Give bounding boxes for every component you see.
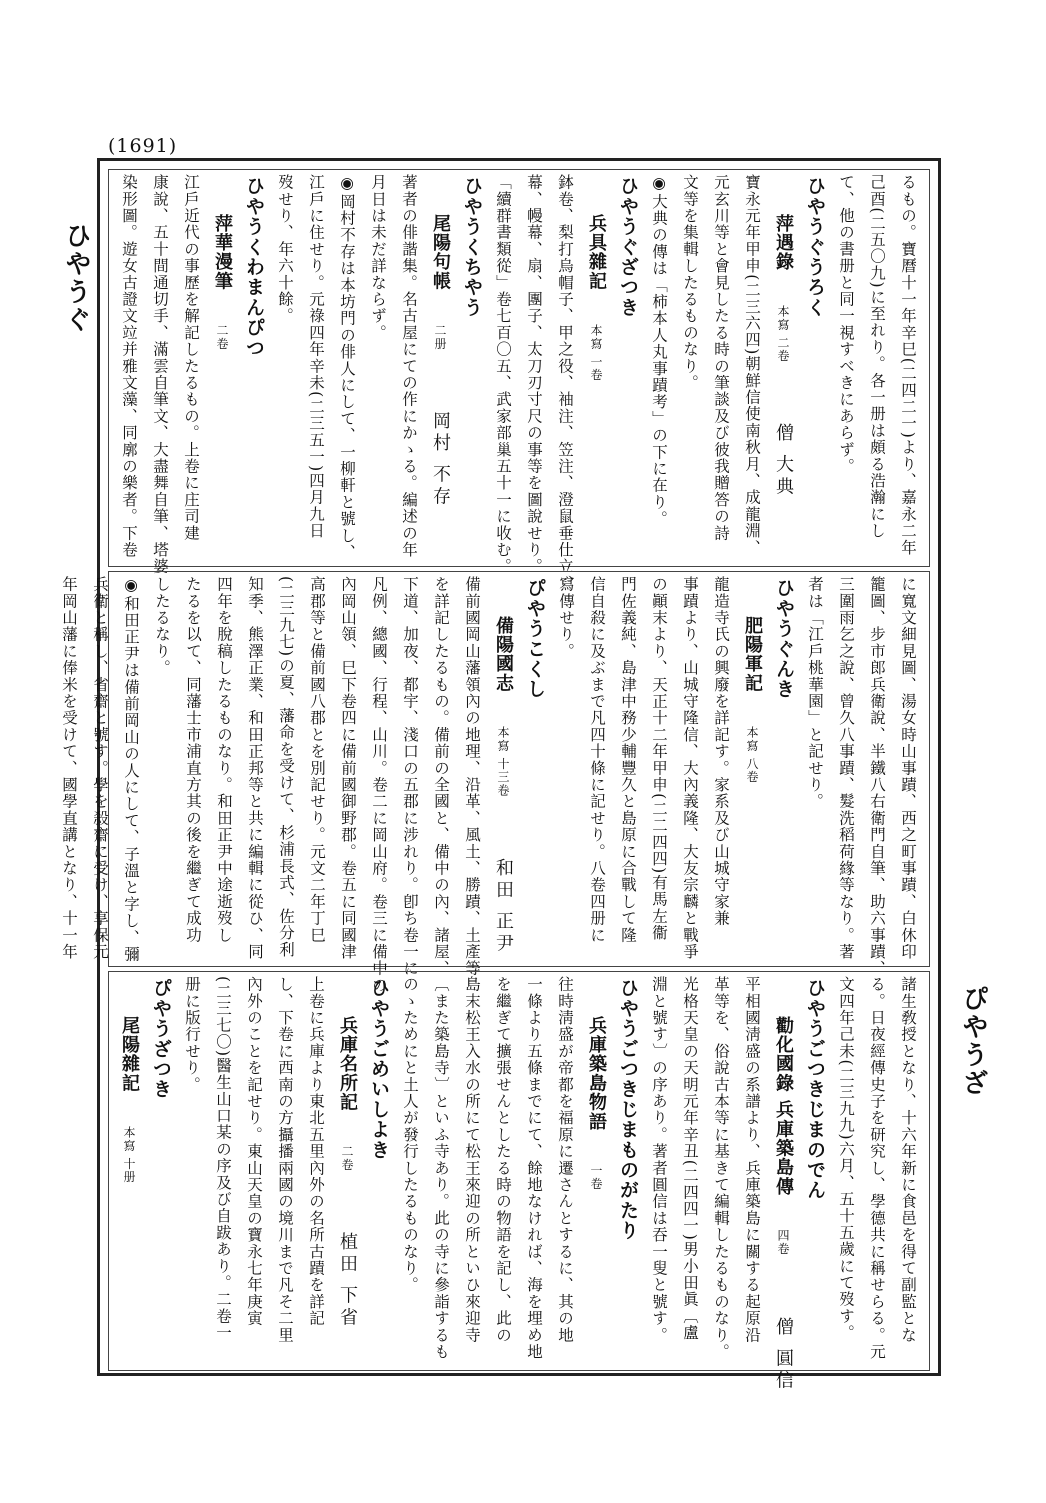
entry-heading: ひやうぐんき — [773, 577, 795, 700]
entry-body-line: 寶永元年甲申(二三六四)朝鮮信使南秋月、成龍淵、 — [743, 174, 761, 556]
entry-body-line: 年岡山藩に俸米を受けて、國學直講となり、十一年 — [60, 576, 78, 961]
side-header-top: ひやうぐ — [61, 222, 91, 334]
continuation-line: るもの。寶曆十一年辛巳(二四二一)より、嘉永二年 — [899, 174, 917, 556]
band-2-columns — [60, 576, 923, 994]
entry-title: 勸化國錄 兵庫築島傳 — [773, 1015, 794, 1196]
continuation-line: て、他の書册と同一視すべきにあらず。 — [837, 174, 855, 475]
entry-body-line: 染形圖。遊女古證文竝并雅文藻、同廓の樂者。下卷 — [120, 174, 138, 559]
entry-title: 萍遇錄 — [773, 213, 794, 272]
entry-body-line: したるなり。 — [153, 576, 171, 677]
entry-title-line — [424, 174, 456, 562]
entry-body-line: 〔また築島寺〕といふ寺あり。此の寺に參詣するも — [432, 976, 450, 1361]
entry-body-line: 上卷に兵庫より東北五里內外の名所古蹟を詳記 — [307, 976, 325, 1327]
entry-body-line: 凡例、總國、行程、山川。卷二に岡山府。卷三に備中の — [370, 576, 388, 994]
entry-body-line: (二三九七)の夏、藩命を受けて、杉浦長式、佐分利 — [277, 576, 295, 958]
entry-title-line — [767, 976, 799, 1393]
entry-body-line: の顚末より、天正十二年甲申(二二四四)有馬左衞 — [650, 576, 668, 942]
entry-volume: 二册 — [433, 323, 447, 351]
entry-body-line: 江戶に住せり。元祿四年辛未(二三五一)四月九日 — [307, 174, 325, 540]
text-band-2 — [60, 571, 930, 994]
entry-body-line: 知季、熊澤正業、和田正邦等と共に編輯に從ひ、同 — [246, 576, 264, 961]
entry-title: 萍華漫筆 — [212, 213, 233, 291]
entry-body-line: 元玄川等と會見したる時の筆談及び彼我贈答の詩 — [712, 174, 730, 542]
entry-body-line: 歿せり、年六十餘。 — [276, 174, 294, 325]
entry-body-line: 康說、五十間通切手、滿雲自筆文、大盡舞自筆、塔婆 — [151, 174, 169, 575]
entry-body-line: 兵衛と稱し、省齋と號す。學を殺齋に受け、享保元 — [91, 576, 109, 961]
entry-title-line — [113, 976, 145, 1366]
entry-title: 尾陽雜記 — [119, 1015, 140, 1093]
entry-body-line: たるを以て、同藩士市浦直方其の後を繼ぎて成功 — [184, 576, 202, 944]
entry-title: 尾陽句帳 — [430, 213, 451, 291]
entry-title: 兵庫名所記 — [337, 1015, 358, 1112]
entry-body-line: 信自殺に及ぶまで凡四十條に記せり。八卷四册に — [588, 576, 606, 944]
entry-title-line — [580, 976, 612, 1366]
entry-body-line: のゝためにと土人が發行したるものなり。 — [401, 976, 419, 1294]
continuation-line: る。日夜經傳史子を研究し、學德共に稱せらる。元 — [868, 976, 886, 1361]
entry-title-line — [580, 174, 612, 562]
entry-heading: ひやうごつきじまものがたり — [617, 977, 639, 1241]
entry-heading: ひやうぐざつき — [617, 175, 639, 318]
entry-body-line: ◉岡村不存は本坊門の俳人にして、一柳軒と號し、 — [338, 174, 356, 561]
entry-body-line: 光格天皇の天明元年辛丑(二四四一)男小田眞〔盧 — [681, 976, 699, 1342]
entry-title-line — [736, 576, 768, 962]
continuation-line: 者は「江戶桃華園」と記せり。 — [806, 576, 824, 810]
entry-volume: 本寫 八卷 — [745, 725, 759, 784]
entry-body-line: 島末松王入水の所にて松王來迎の所といひ來迎寺 — [463, 976, 481, 1344]
entry-volume: 二卷 — [215, 323, 229, 351]
entry-volume: 二卷 — [340, 1144, 354, 1172]
entry-body-line: 月日は未だ詳ならず。 — [369, 174, 387, 341]
entry-heading: ひやうぐうろく — [804, 175, 826, 318]
entry-body-line: 下道、加夜、都宇、淺口の五郡に涉れり。卽ち卷一に — [401, 576, 419, 977]
entry-volume: 一卷 — [589, 1164, 603, 1191]
continuation-line: に寬文細見圖、湯女時山事蹟、西之町事蹟、白休印 — [899, 576, 917, 961]
entry-volume: 本寫 十三卷 — [496, 725, 510, 797]
continuation-line: 三圍雨乞之說、曾久八事蹟、髮洗稻荷緣等なり。著 — [837, 576, 855, 961]
entry-title: 兵庫築島物語 — [586, 1015, 607, 1131]
entry-heading: ぴやうざつき — [150, 977, 172, 1100]
page-number: (1691) — [108, 135, 178, 157]
entry-title-line — [767, 174, 799, 562]
entry-body-line: 四年を脫稿したるものなり。和田正尹中途逝歿し — [215, 576, 233, 944]
entry-heading: ひやうごつきじまのでん — [804, 977, 826, 1201]
entry-body-line: 門佐義純、島津中務少輔豐久と島原に合戰して隆 — [619, 576, 637, 944]
entry-title: 肥陽軍記 — [742, 615, 763, 693]
entry-title: 備陽國志 — [493, 615, 514, 693]
entry-body-line: (二三七〇)醫生山口某の序及び自跋あり。二卷一 — [214, 976, 232, 1342]
entry-heading: ぴやうこくし — [524, 577, 546, 700]
entry-heading: ひやうくちやう — [461, 175, 483, 318]
continuation-line: 己酉(二五〇九)に至れり。各一册は頗る浩瀚にし — [868, 174, 886, 540]
entry-title-line — [331, 976, 363, 1366]
entry-body-line: 鉢卷、梨打烏帽子、甲之役、袖注、笠注、澄鼠垂仕立、 — [556, 174, 574, 592]
entry-body-line: 淵と號す〕の序あり。著者圓信は吞一叟と號す。 — [650, 976, 668, 1344]
entry-body-line: 文等を集輯したるものなり。 — [681, 174, 699, 392]
entry-author: 和田 正尹 — [493, 857, 514, 956]
entry-body-line: を繼ぎて擴張せんとしたる時の物語を記し、此の — [494, 976, 512, 1344]
entry-title-line — [487, 576, 519, 962]
page-frame — [60, 158, 941, 1393]
entry-heading: ひやうくわまんぴつ — [243, 175, 265, 358]
entry-body-line: 一條より五條までにて、餘地なければ、海を埋め地 — [525, 976, 543, 1361]
entry-body-line: 江戶近代の事歷を解記したるもの。上卷に庄司建 — [182, 174, 200, 542]
entry-volume: 四卷 — [776, 1229, 790, 1256]
entry-title-line — [206, 174, 238, 562]
entry-body-line: 著者の俳諧集。名古屋にての作にかゝる。編述の年 — [400, 174, 418, 559]
entry-body-line: 「續群書類從」卷七百〇五、武家部巢五十一に收む。 — [494, 174, 512, 575]
entry-body-line: 往時淸盛が帝都を福原に遷さんとするに、其の地 — [556, 976, 574, 1344]
text-band-1 — [108, 169, 930, 592]
entry-body-line: 寫傳せり。 — [557, 576, 575, 660]
continuation-line: 籠圖、步市郎兵衛說、半鐵八右衛門自筆、助六事蹟、 — [868, 576, 886, 977]
text-band-3 — [108, 971, 930, 1393]
continuation-line: 文四年己未(二三九九)六月、五十五歲にて歿す。 — [837, 976, 855, 1342]
entry-volume: 本寫 二卷 — [776, 304, 790, 363]
entry-title: 兵具雜記 — [586, 213, 607, 291]
entry-body-line: 內岡山領、巳下卷四に備前國御野郡。卷五に同國津 — [339, 576, 357, 961]
entry-body-line: 平相國淸盛の系譜より、兵庫築島に關する起原沿 — [743, 976, 761, 1344]
entry-note-line: ◉大典の傳は「柿本人丸事蹟考」の下に在り。 — [650, 174, 668, 528]
entry-body-line: 內外のことを記せり。東山天皇の寶永七年庚寅 — [245, 976, 263, 1327]
entry-body-line: 備前國岡山藩領內の地理、沿革、風土、勝蹟、土產等 — [463, 576, 481, 977]
side-header-bottom: ぴやうざ — [958, 985, 988, 1097]
entry-body-line: 革等を、俗說古本等に基きて編輯したるものなり。 — [712, 976, 730, 1361]
entry-volume: 本寫 十册 — [122, 1125, 136, 1184]
continuation-line: 諸生敎授となり、十六年新に食邑を得て副監とな — [899, 976, 917, 1344]
band-1-columns — [115, 174, 923, 592]
entry-body-line: 龍造寺氏の興廢を詳記す。家系及び山城守家兼 — [712, 576, 730, 927]
entry-author: 僧 大典 — [773, 423, 794, 499]
entry-body-line: 册に版行せり。 — [183, 976, 201, 1093]
entry-heading: ひやうごめいしよき — [368, 977, 390, 1160]
entry-body-line: を詳記したるもの。備前の全國と、備中の內、諸屋、 — [432, 576, 450, 977]
entry-volume: 本寫 一卷 — [589, 323, 603, 382]
entry-body-line: 事蹟より、山城守隆信、大內義隆、大友宗麟と戰爭 — [681, 576, 699, 961]
entry-body-line: し、下卷に西南の方攝播兩國の境川まで凡そ二里 — [276, 976, 294, 1344]
entry-author: 岡村 不存 — [430, 411, 451, 509]
entry-author: 僧 圓信 — [773, 1316, 794, 1393]
entry-body-line: 高郡等と備前國八郡とを別記せり。元文二年丁巳 — [308, 576, 326, 944]
entry-body-line: ◉和田正尹は備前岡山の人にして、子溫と字し、彌 — [122, 576, 140, 963]
entry-body-line: 幕、幔幕、扇、團子、太刀刃寸尺の事等を圖說せり。 — [525, 174, 543, 575]
entry-author: 植田 下省 — [337, 1232, 358, 1330]
band-3-columns — [115, 976, 923, 1393]
